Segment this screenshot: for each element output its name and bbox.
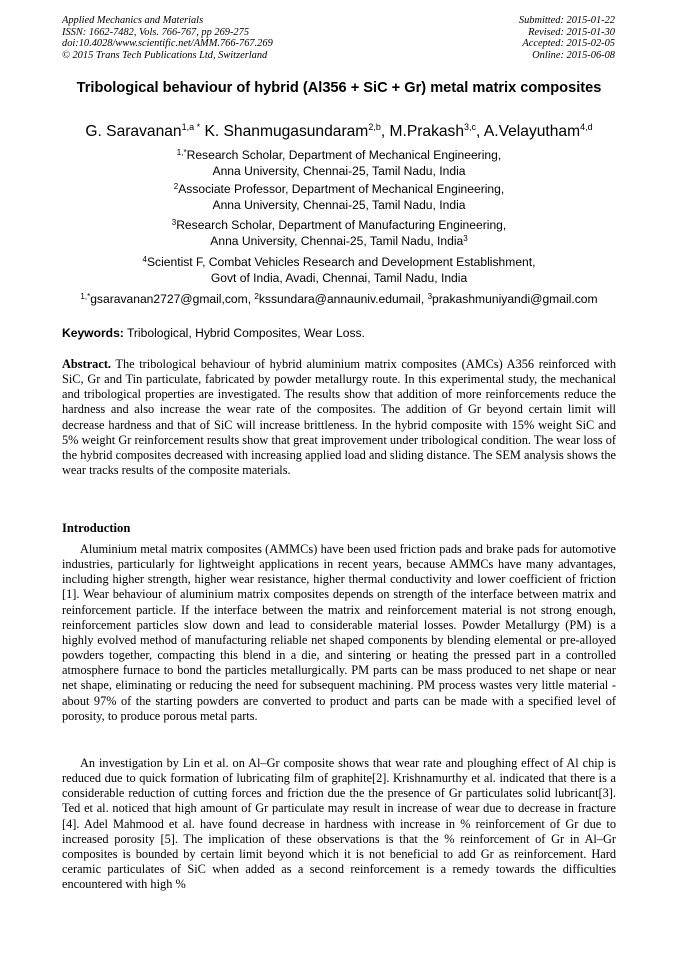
affiliation-line: Scientist F, Combat Vehicles Research and Development Establishment, bbox=[146, 255, 536, 269]
affiliation-line: Govt of India, Avadi, Chennai, Tamil Nadu, India bbox=[210, 270, 468, 285]
author-sup: 1,a * bbox=[181, 122, 201, 132]
issn-line: ISSN: 1662-7482, Vols. 766-767, pp 269-275 bbox=[62, 26, 250, 38]
affiliation-line: Anna University, Chennai-25, Tamil Nadu, India bbox=[210, 233, 464, 248]
email-sup: 3 bbox=[427, 292, 433, 301]
journal-info bbox=[62, 15, 273, 61]
author-name: A.Velayutham bbox=[483, 123, 581, 140]
publication-dates bbox=[519, 15, 615, 61]
keywords-text: Tribological, Hybrid Composites, Wear Loss. bbox=[123, 326, 365, 340]
email-address: gsaravanan2727@gmail,com, bbox=[90, 292, 255, 306]
author-list: G. Saravanan$^{1,a *}$ K. Shanmugasundaram$^{2,b}$, M.Prakash$^{3,c}$, A.Velayutham$^{4,d}$ bbox=[85, 122, 593, 140]
affiliation-1 bbox=[62, 148, 616, 179]
abstract-label: Abstract. bbox=[62, 357, 112, 371]
affiliation-sup: 2 bbox=[173, 182, 179, 191]
accepted-date: Accepted: 2015-02-05 bbox=[522, 38, 615, 50]
affiliation-sup: 1,* bbox=[176, 148, 187, 157]
online-date: Online: 2015-06-08 bbox=[532, 49, 615, 61]
author-sup: 3,c bbox=[464, 122, 477, 132]
keywords-label: Keywords: bbox=[62, 326, 124, 340]
email-sup: 2 bbox=[254, 292, 259, 301]
affiliation-line: Anna University, Chennai-25, Tamil Nadu, India bbox=[212, 163, 466, 178]
author-sup: 4,d bbox=[580, 122, 593, 132]
email-address: kssundara@annauniv.edumail, bbox=[258, 292, 428, 306]
email-sup: 1,* bbox=[80, 292, 91, 301]
author-name: K. Shanmugasundaram bbox=[204, 123, 369, 140]
affiliation-sup: 3 bbox=[171, 218, 177, 227]
affiliation-line: Anna University, Chennai-25, Tamil Nadu, India bbox=[212, 197, 466, 212]
section-heading-introduction: Introduction bbox=[62, 521, 131, 535]
keywords bbox=[62, 326, 365, 341]
author-sup: 2,b bbox=[368, 122, 381, 132]
affiliation-4 bbox=[62, 255, 616, 286]
abstract bbox=[62, 357, 616, 478]
author-name: G. Saravanan bbox=[85, 123, 182, 140]
intro-paragraph-2: An investigation by Lin et al. on Al–Gr composite shows that wear rate and ploughing effect of Al chip is reduced due to quick formation of lubricating film of graphite[2]. Krishnamurthy et al. indicated that there is a considerable reduction of cutting forces and friction due the the presence of Gr particulates solid lubricant[3]. Ted et al. noticed that high amount of Gr particulate may result in increase of wear due to decrease in fracture [4]. Adel Mahmood et al. have found decrease in hardness with increase in % reinforcement of Gr due to increased porosity [5]. The implication of these observations is that the % reinforcement of Gr in Al–Gr composites is bounded by certain limit beyond which it is not beneficial to add Gr as reinforcement. Hard ceramic particulates of SiC when added as a second reinforcement is a remedy towards the difficulties encountered with high % bbox=[62, 756, 616, 892]
affiliation-line: Research Scholar, Department of Mechanical Engineering, bbox=[186, 148, 502, 162]
journal-name: Applied Mechanics and Materials bbox=[62, 15, 204, 26]
abstract-text: The tribological behaviour of hybrid aluminium matrix composites (AMCs) A356 reinforced with SiC, Gr and Tin particulate, fabricated by powder metallurgy route. In this experimental study, the mechanical and tribological properties are investigated. The results show that addition of more reinforcements reduce the hardness and also increase the wear rate of the composites. The addition of Gr beyond certain limit will decrease hardness and that of SiC will increase brittleness. In the hybrid composite with 15% weight SiC and 5% weight Gr reinforcement results show that great improvement under tribological condition. The wear loss of the hybrid composites decreased with increasing applied load and sliding distance. The SEM analysis shows the wear tracks results of the composite materials. bbox=[62, 357, 616, 478]
affiliation-3 bbox=[62, 218, 616, 249]
revised-date: Revised: 2015-01-30 bbox=[528, 26, 615, 38]
author-name: M.Prakash bbox=[389, 123, 465, 140]
affiliation-2 bbox=[62, 182, 616, 213]
affiliation-line: Associate Professor, Department of Mechanical Engineering, bbox=[178, 182, 505, 196]
paper-title: Tribological behaviour of hybrid (Al356 + SiC + Gr) metal matrix composites bbox=[76, 80, 602, 96]
affiliation-line: Research Scholar, Department of Manufacturing Engineering, bbox=[176, 218, 507, 232]
submitted-date: Submitted: 2015-01-22 bbox=[518, 15, 615, 26]
author-emails bbox=[40, 292, 638, 307]
doi-line: doi:10.4028/www.scientific.net/AMM.766-767.269 bbox=[62, 38, 273, 50]
affiliation-sup: 4 bbox=[142, 255, 147, 264]
intro-paragraph-1: Aluminium metal matrix composites (AMMCs) have been used friction pads and brake pads for automotive industries, particularly for lightweight applications in recent years, because AMMCs have many advantages, including higher strength, higher wear resistance, higher thermal conductivity and lower coefficient of friction [1]. Wear behaviour of aluminium matrix composites depends on strength of the interface between matrix and reinforcement particle. If the interface between the matrix and reinforcement material is not strong enough, reinforcement particles slow down and lead to considerable material losses. Powder Metallurgy (PM) is a highly evolved method of manufacturing reliable net shaped components by blending elemental or pre-alloyed powders together, compacting this blend in a die, and sintering or heating the pressed part in a controlled atmosphere furnace to bond the particles metallurgically. PM parts can be mass produced to net shape or near net shape, eliminating or reducing the need for subsequent machining. PM process wastes very little material - about 97% of the starting powders are converted to product and parts can be made with a specified level of porosity, to produce porous metal parts. bbox=[62, 542, 616, 723]
affiliation-sup: 3 bbox=[463, 233, 468, 243]
copyright-line: © 2015 Trans Tech Publications Ltd, Switzerland bbox=[62, 49, 268, 61]
email-address: prakashmuniyandi@gmail.com bbox=[432, 292, 598, 306]
